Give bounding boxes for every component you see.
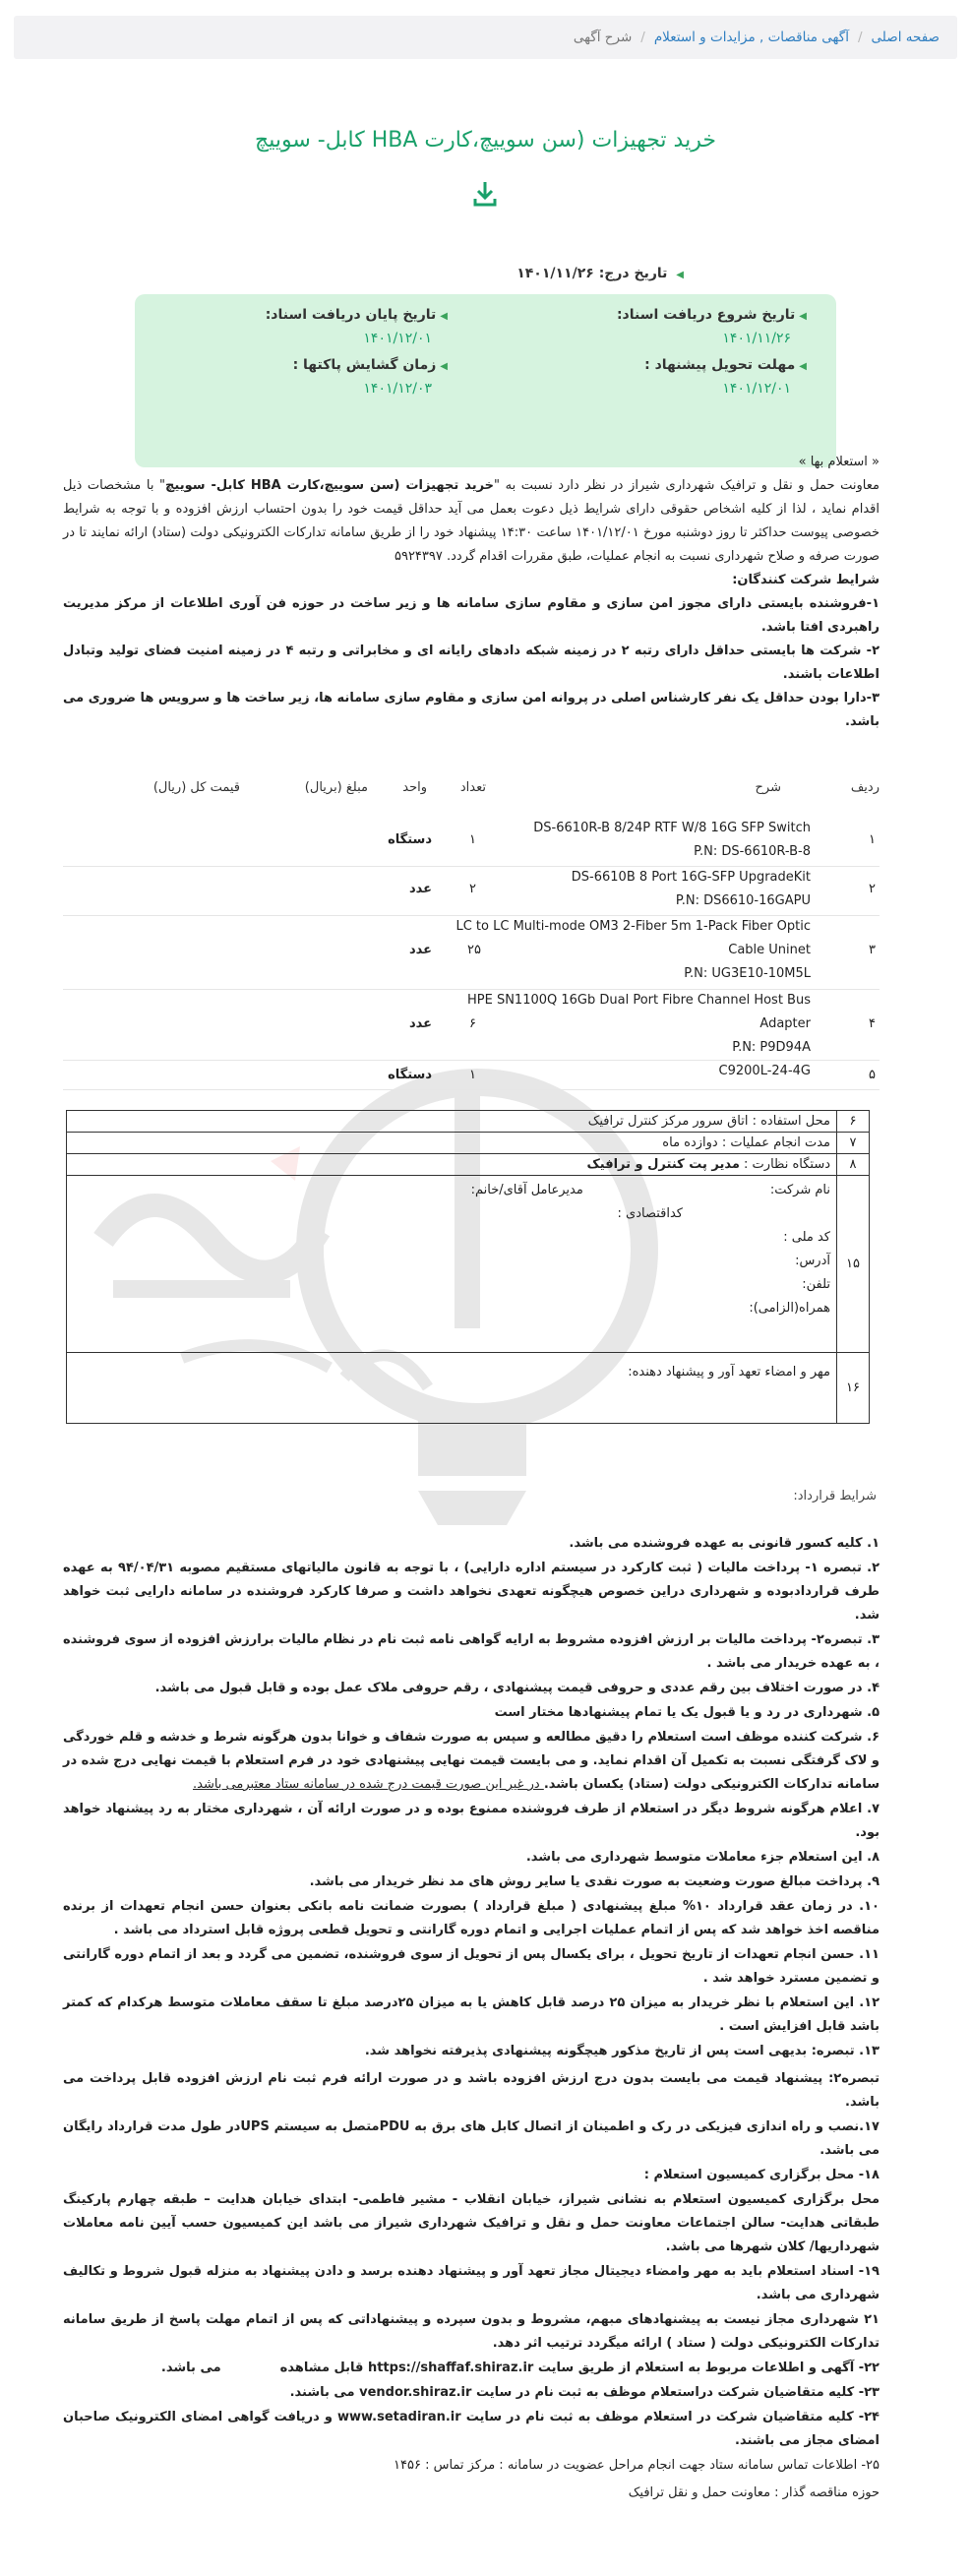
end-date-value: ۱۴۰۱/۱۲/۰۱ — [363, 331, 432, 346]
table-row — [63, 866, 880, 916]
posted-date-value: ۱۴۰۱/۱۱/۲۶ — [516, 266, 594, 281]
condition-item: ۸. این استعلام جزء معاملات متوسط شهرداری می باشد. — [525, 1850, 880, 1865]
breadcrumb-current: شرح آگهی — [573, 30, 633, 45]
triangle-bullet-icon: ◀ — [440, 361, 448, 372]
start-date-label: تاریخ شروع دریافت اسناد: — [616, 307, 796, 323]
condition-item: ۲. تبصره ۱- پرداخت مالیات ( ثبت کارکرد در سیستم اداره دارایی) ، با توجه به قانون مالیاتهای مستقیم مصوبه ۹۴/۰۴/۳۱ به عهده طرف قراردادبوده و شهرداری دراین خصوص هیچگونه تعهدی نخواهد داشت و صرفا کارکرد فروشنده در سامانه دارایی ثبت خواهد شد. — [63, 1561, 880, 1623]
posted-date — [516, 266, 684, 281]
condition-item: ۱۲. این استعلام با نظر خریدار به میزان ۲۵ درصد قابل کاهش یا به میزان ۲۵درصد مبلغ تا سقف معاملات متوسط هرکدام که کمتر باشد قابل افزایش است . — [63, 1995, 880, 2034]
address-label: آدرس: — [795, 1254, 830, 1268]
start-date-value: ۱۴۰۱/۱۱/۲۶ — [722, 331, 791, 346]
item-name-cont: Cable Uninet — [728, 943, 811, 957]
start-date — [502, 307, 807, 346]
condition-item: ۲۳- کلیه متقاضیان شرکت دراستعلام موظف به ثبت نام در سایت vendor.shiraz.ir می باشند. — [289, 2385, 880, 2400]
condition-item: ۴. در صورت اختلاف بین رقم عددی و حروفی قیمت پیشنهادی ، رقم حروفی ملاک عمل بوده و قابل قبول می باشد. — [154, 1681, 880, 1695]
spec-row-number: ۶ — [837, 1111, 870, 1133]
condition-item: ۱۳. تبصره: بدیهی است پس از تاریخ مذکور هیچگونه پیشنهادی پذیرفته نخواهد شد. — [364, 2044, 880, 2058]
opening-date — [143, 357, 448, 397]
spec-supervisor-value: مدیر پت کنترل و ترافیک — [586, 1157, 740, 1172]
deadline-date-label: مهلت تحویل پیشنهاد : — [644, 357, 796, 373]
items-header-row: ردیف — [850, 780, 880, 795]
intro-subject: خرید تجهیزات (سن سوییچ،کارت HBA کابل- سوییچ — [165, 478, 495, 493]
intro-text-a: معاونت حمل و نقل و ترافیک شهرداری شیراز در نظر دارد نسبت به " — [494, 478, 880, 493]
item-unit: عدد — [408, 1016, 432, 1031]
item-qty: ۱ — [469, 1068, 476, 1082]
condition-item: ۱۸- محل برگزاری کمیسیون استعلام : — [643, 2168, 880, 2182]
condition-item: ۱۷.نصب و راه اندازی فیزیکی در رک و اطمینان از اتصال کابل های برق به PDUمتصل به سیستم UPSدر طول مدت قرارداد رایگان می باشد. — [63, 2119, 880, 2158]
national-id-label: کد ملی : — [783, 1230, 830, 1245]
item-name: DS-6610R-B 8/24P RTF W/8 16G SFP Switch — [533, 821, 811, 835]
opening-date-label: زمان گشایش پاکتها : — [292, 357, 437, 373]
item-name: DS-6610B 8 Port 16G-SFP UpgradeKit — [571, 870, 811, 885]
requirement-1: ۱-فروشنده بایستی دارای مجوز امن سازی و مقاوم سازی سامانه ها و زیر ساخت در حوزه فن آوری اطلاعات از مرکز مدیریت راهبردی افتا باشد. — [63, 596, 880, 635]
spec-table — [66, 1110, 870, 1424]
mobile-label: همراه(الزامی): — [749, 1301, 830, 1316]
item-unit: دستگاه — [388, 832, 432, 847]
row-number: ۲ — [869, 882, 876, 896]
table-row — [63, 989, 880, 1061]
condition-item: ۹. پرداخت مبالغ صورت وضعیت به صورت نقدی یا سایر روش های مد نظر خریدار می باشد. — [309, 1874, 880, 1889]
item-qty: ۶ — [469, 1016, 476, 1031]
condition-note: در غیر این صورت قیمت درج شده در سامانه ستاد معتبرمی باشد. — [192, 1777, 544, 1792]
company-name-label: نام شرکت: — [769, 1183, 830, 1197]
items-header-total: قیمت کل (ریال) — [152, 780, 240, 795]
item-unit: عدد — [408, 943, 432, 957]
spec-row-number: ۸ — [837, 1154, 870, 1176]
item-name: HPE SN1100Q 16Gb Dual Port Fibre Channel Host Bus — [466, 993, 811, 1008]
items-header-unit: واحد — [402, 780, 427, 795]
dates-panel — [135, 294, 836, 467]
row-number: ۴ — [869, 1016, 876, 1031]
condition-item: ۲۱ شهرداری مجاز نیست به پیشنهادهای مبهم، مشروط و بدون سپرده و پیشنهاداتی که پس از اتمام مهلت پاسخ از طریق سامانه تدارکات الکترونیکی دولت ( ستاد ) ارائه میگردد ترتیب اثر دهد. — [63, 2312, 880, 2351]
bidder-info — [67, 1176, 837, 1353]
table-row — [63, 815, 880, 867]
item-name-cont: Adapter — [759, 1016, 811, 1031]
deadline-date — [502, 357, 807, 397]
triangle-bullet-icon: ◀ — [676, 270, 684, 280]
row-number: ۱ — [869, 832, 876, 847]
condition-item — [63, 2357, 880, 2380]
intro-paragraph — [63, 474, 880, 569]
item-part-number: P.N: UG3E10-10M5L — [684, 966, 811, 981]
spec-location: محل استفاده : اتاق سرور مرکز کنترل ترافیک — [67, 1111, 837, 1133]
condition-item: تبصره۲: پیشنهاد قیمت می بایست بدون درج ارزش افزوده باشد و در صورت ارائه فرم ثبت نام ارزش افزوده قابل پرداخت می باشد. — [63, 2071, 880, 2110]
breadcrumb-section-link[interactable]: آگهی مناقصات , مزایدات و استعلام — [653, 30, 849, 45]
condition-text: ۲۲- آگهی و اطلاعات مربوط به استعلام از طریق سایت https://shaffaf.shiraz.ir قابل مشاهده — [279, 2361, 880, 2375]
item-unit: عدد — [408, 882, 432, 896]
deadline-date-value: ۱۴۰۱/۱۲/۰۱ — [722, 381, 791, 397]
table-row — [63, 1060, 880, 1090]
item-name: C9200L-24-4G — [718, 1064, 811, 1078]
condition-text-end: می باشد. — [160, 2361, 221, 2375]
table-row — [63, 915, 880, 990]
phone-label: تلفن: — [802, 1277, 830, 1292]
contract-conditions-title: شرایط قرارداد: — [793, 1489, 877, 1503]
announcement-body — [63, 451, 880, 734]
condition-item: ۱۰. در زمان عقد قرارداد ۱۰% مبلغ پیشنهادی ( مبلغ قرارداد ) بصورت ضمانت نامه بانکی بعنوان حسن انجام تعهدات از برنده مناقصه اخذ خواهد شد که پس از اتمام عملیات اجرایی و اتمام دوره گارانتی و تحویل قطعی پروژه قابل استرداد می باشد . — [63, 1899, 880, 1937]
tender-authority: حوزه مناقصه گذار : معاونت حمل و نقل ترافیک — [628, 2485, 880, 2500]
item-qty: ۱ — [469, 832, 476, 847]
download-button[interactable] — [468, 177, 502, 211]
requirement-3: ۳-دارا بودن حداقل یک نفر کارشناس اصلی در پروانه امن سازی و مقاوم سازی سامانه ها، زیر ساخت ها و سرویس ها ضروری می باشد. — [63, 691, 880, 729]
company-name-field — [73, 1179, 830, 1202]
intro-heading: « استعلام بها » — [798, 455, 880, 469]
triangle-bullet-icon: ◀ — [799, 311, 807, 322]
breadcrumb-separator: / — [640, 30, 645, 45]
item-unit: دستگاه — [388, 1068, 432, 1082]
spec-row-number: ۱۶ — [837, 1353, 870, 1424]
contract-conditions-list — [63, 1532, 880, 2506]
download-icon — [468, 177, 502, 211]
end-date-label: تاریخ پایان دریافت اسناد: — [265, 307, 437, 323]
breadcrumb-separator: / — [857, 30, 863, 45]
item-qty: ۲۵ — [467, 943, 481, 957]
row-number: ۳ — [869, 943, 876, 957]
items-header-desc: شرح — [755, 780, 781, 795]
condition-item: ۵. شهرداری در رد و یا قبول یک یا تمام پیشنهادها مختار است — [494, 1705, 880, 1720]
ceo-name-label: مدیرعامل آقای/خانم: — [470, 1183, 583, 1197]
signature-field: مهر و امضاء تعهد آور و پیشنهاد دهنده: — [67, 1353, 837, 1424]
requirements-title: شرایط شرکت کنندگان: — [732, 573, 880, 587]
spec-row-number: ۷ — [837, 1133, 870, 1154]
item-part-number: P.N: DS6610-16GAPU — [675, 893, 811, 908]
triangle-bullet-icon: ◀ — [440, 311, 448, 322]
condition-item: ۱. کلیه کسور قانونی به عهده فروشنده می باشد. — [569, 1536, 880, 1551]
item-qty: ۲ — [469, 882, 476, 896]
spec-row-number: ۱۵ — [837, 1176, 870, 1353]
triangle-bullet-icon: ◀ — [799, 361, 807, 372]
row-number: ۵ — [869, 1068, 876, 1082]
item-part-number: P.N: P9D94A — [732, 1040, 811, 1055]
breadcrumb — [14, 16, 957, 59]
spec-supervisor — [67, 1154, 837, 1176]
condition-item: ۳. تبصره۲- پرداخت مالیات بر ارزش افزوده مشروط به ارایه گواهی نامه ثبت نام در نظام مالیات برارزش افزوده از سوی فروشنده ، به عهده خریدار می باشد . — [63, 1632, 880, 1671]
economic-code-label: کداقتصادی : — [617, 1206, 683, 1221]
opening-date-value: ۱۴۰۱/۱۲/۰۳ — [363, 381, 432, 397]
condition-text: ۶. شرکت کننده موظف است استعلام را دقیق مطالعه و سپس به صورت شفاف و خوانا بدون هرگونه شرط و خدشه و قلم خوردگی و لاک گرفتگی نسبت به تکمیل آن اقدام نماید. و می بایست قیمت نهایی پیشنهادی خود در فرم استعلام با قیمت نهایی درج شده در سامانه تدارکات الکترونیکی دولت (ستاد) یکسان باشد. — [63, 1730, 880, 1792]
requirement-2: ۲- شرکت ها بایستی حداقل دارای رتبه ۲ در زمینه شبکه دادهای رایانه ای و مخابراتی و رتبه ۴ در زمینه امنیت فضای تولید وتبادل اطلاعات باشند. — [63, 644, 880, 682]
items-header-price: مبلغ (بریال) — [304, 780, 368, 795]
end-date — [143, 307, 448, 346]
page-title: خرید تجهیزات (سن سوییچ،کارت HBA کابل- سوییچ — [255, 128, 716, 153]
spec-duration: مدت انجام عملیات : دوازده ماه — [67, 1133, 837, 1154]
items-header-qty: تعداد — [459, 780, 486, 795]
spec-supervisor-label: دستگاه نظارت : — [739, 1157, 830, 1172]
condition-item — [63, 1726, 880, 1797]
condition-item: محل برگزاری کمیسیون استعلام به نشانی شیراز، خیابان انقلاب - مشیر فاطمی- ابتدای خیابان هدایت – طبقه چهارم پارکینگ طبقاتی هدایت- سالن اجتماعات معاونت حمل و نقل و ترافیک شهرداری شیراز می باشد این کمیسیون حسب آیین نامه معاملات شهرداریها/ کلان شهرها می باشد. — [63, 2192, 880, 2254]
condition-item: ۱۱. حسن انجام تعهدات از تاریخ تحویل ، برای یکسال پس از تحویل از سوی فروشنده، تضمین می گردد و بعد از اتمام دوره گارانتی و تضمین مسترد خواهد شد . — [63, 1947, 880, 1986]
condition-item: ۱۹- اسناد استعلام باید به مهر وامضاء دیجیتال مجاز تعهد آور و پیشنهاد دهنده برسد و دادن پیشنهاد به منزله قبول شروط و تکالیف شهرداری می باشد. — [63, 2264, 880, 2302]
condition-item: ۲۵- اطلاعات تماس سامانه ستاد جهت انجام مراحل عضویت در سامانه : مرکز تماس : ۱۴۵۶ — [394, 2458, 880, 2473]
item-part-number: P.N: DS-6610R-B-8 — [694, 844, 811, 859]
item-name: LC to LC Multi-mode OM3 2-Fiber 5m 1-Pack Fiber Optic — [455, 919, 811, 934]
intro-text-c: " با مشخصات ذیل اقدام نماید ، لذا از کلیه اشخاص حقوقی دارای شرایط ذیل دعوت بعمل می آید حداقل قیمت خود را بدون احتساب ارزش افزوده و با توجه به شرایط خصوصی پیوست حداکثر تا روز دوشنبه مورخ ۱۴۰۱/۱۲/۰۱ ساعت ۱۴:۳۰ پیشنهاد خود را از طریق سامانه تدارکات الکترونیکی دولت (ستاد) ارائه نمایند تا در صورت صرفه و صلاح شهرداری نسبت به انجام عملیات، طبق مقررات اقدام گردد. ۵۹۲۴۳۹۷ — [63, 478, 880, 564]
condition-item: ۲۴- کلیه متقاضیان شرکت در استعلام موظف به ثبت نام در سایت www.setadiran.ir و دریافت گواهی امضای الکترونیک صاحبان امضای مجاز می باشند. — [63, 2410, 880, 2448]
condition-item: ۷. اعلام هرگونه شروط دیگر در استعلام از طرف فروشنده ممنوع بوده و در صورت ارائه آن ، شهرداری مختار به رد پیشنهاد خواهد بود. — [63, 1802, 880, 1840]
breadcrumb-home-link[interactable]: صفحه اصلی — [871, 30, 940, 45]
posted-date-label: تاریخ درج: — [598, 266, 668, 281]
